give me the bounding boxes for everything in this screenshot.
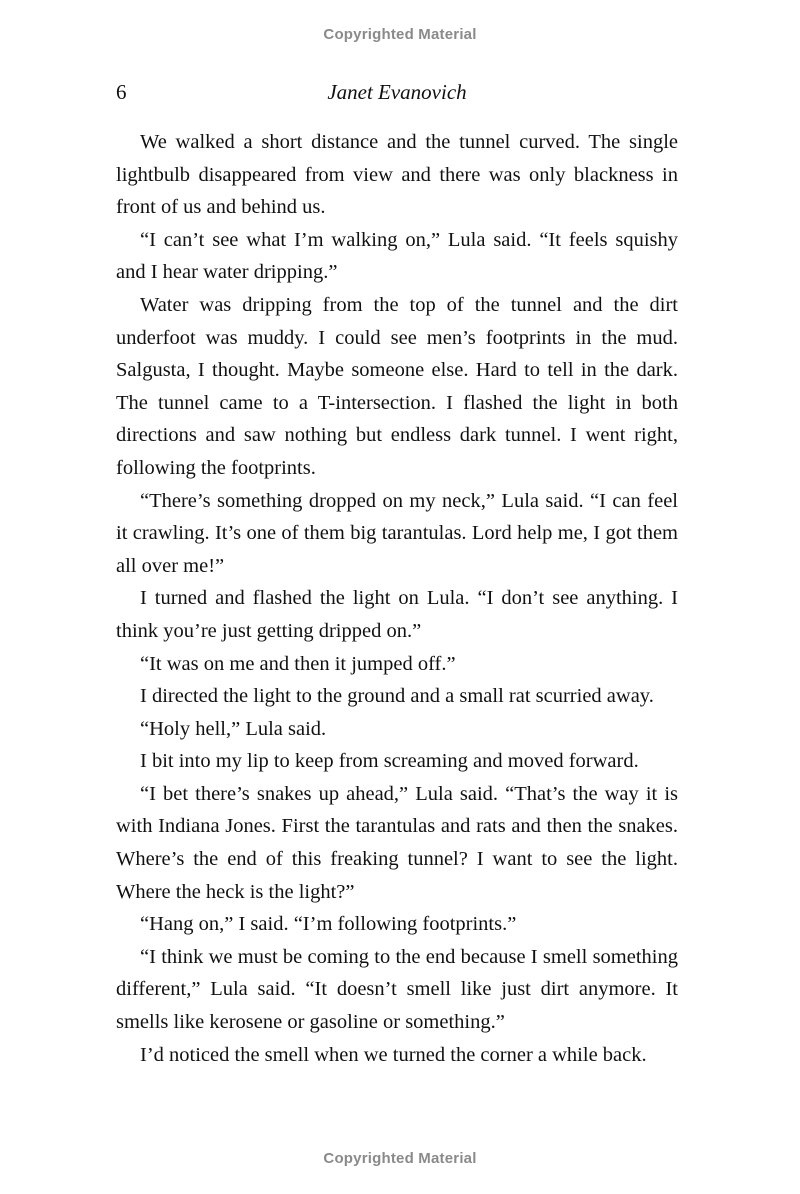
paragraph: “I bet there’s snakes up ahead,” Lula said. “That’s the way it is with Indiana Jones. First the tarantulas and rats and then the snakes. Where’s the end of this freaking tunnel? I want to see the light. Where the heck is the light?” [116,782,678,903]
paragraph: “Holy hell,” Lula said. [140,717,327,740]
running-head [116,80,678,110]
paragraph: I turned and flashed the light on Lula. “I don’t see anything. I think you’re just getting dripped on.” [116,587,678,642]
paragraph: I bit into my lip to keep from screaming and moved forward. [140,750,639,773]
paragraph: “It was on me and then it jumped off.” [140,652,456,675]
paragraph: I’d noticed the smell when we turned the corner a while back. [140,1043,647,1066]
paragraph: Water was dripping from the top of the tunnel and the dirt underfoot was muddy. I could see men’s footprints in the mud. Salgusta, I thought. Maybe someone else. Hard to tell in the dark. The tunnel came to a T-intersection. I flashed the light in both directions and saw nothing but endless dark tunnel. I went right, following the footprints. [116,293,678,479]
copyright-watermark-bottom: Copyrighted Material [323,1150,477,1167]
paragraph: “I can’t see what I’m walking on,” Lula said. “It feels squishy and I hear water dripping.” [116,228,678,284]
paragraph: I directed the light to the ground and a small rat scurried away. [140,685,654,708]
page-number: 6 [116,80,127,104]
page-body-text [116,126,678,1071]
paragraph: We walked a short distance and the tunnel curved. The single lightbulb disappeared from view and there was only blackness in front of us and behind us. [116,131,678,219]
running-title-author: Janet Evanovich [327,80,467,104]
copyright-watermark-top: Copyrighted Material [323,26,477,43]
paragraph: “There’s something dropped on my neck,” Lula said. “I can feel it crawling. It’s one of them big tarantulas. Lord help me, I got them all over me!” [116,489,678,577]
paragraph: “Hang on,” I said. “I’m following footprints.” [140,913,517,936]
paragraph: “I think we must be coming to the end because I smell something different,” Lula said. “It doesn’t smell like just dirt anymore. It smells like kerosene or gasoline or something.” [116,945,678,1034]
